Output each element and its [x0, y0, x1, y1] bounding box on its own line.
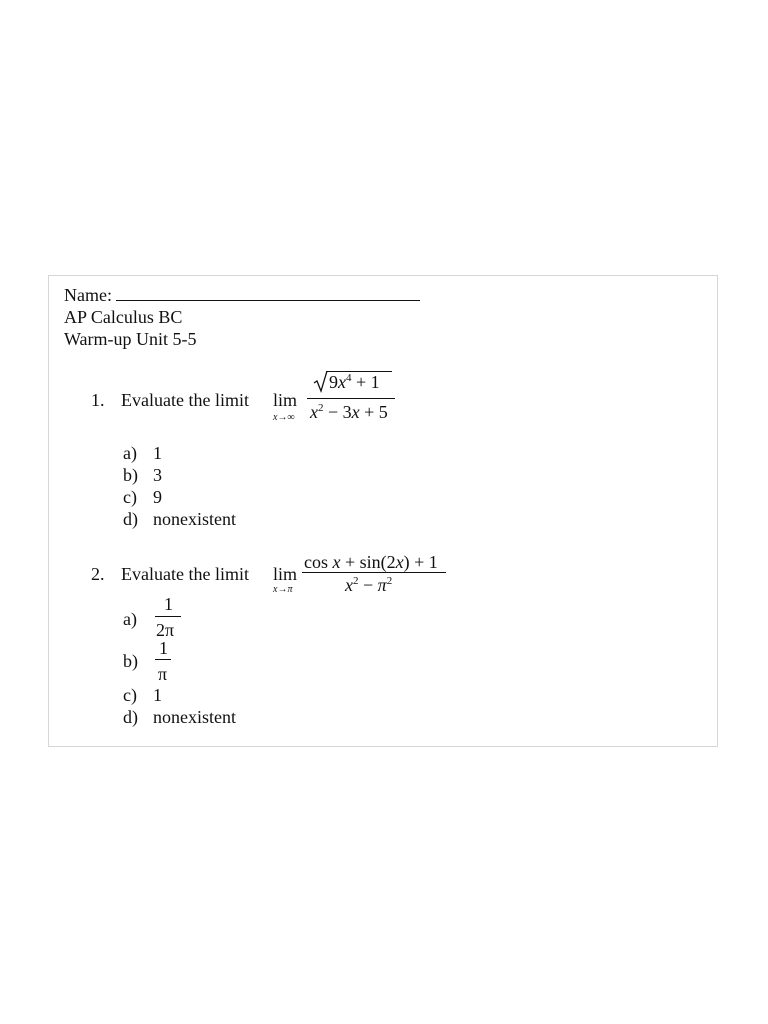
option-a-fraction-bar [155, 616, 181, 617]
question-1-limit-subscript: x→∞ [273, 412, 295, 423]
unit-title: Warm-up Unit 5-5 [64, 329, 197, 349]
question-2-option-b[interactable]: b) [123, 651, 138, 671]
question-1-prompt: Evaluate the limit [121, 390, 249, 410]
option-b-denominator: π [158, 664, 168, 684]
option-b-fraction-bar [155, 659, 171, 660]
name-blank-line[interactable] [116, 284, 420, 301]
question-2-number: 2. [91, 564, 105, 584]
question-1-numerator: $9x^4 + 1$ [329, 372, 380, 392]
option-a-denominator: 2π [156, 620, 175, 640]
question-1 [91, 390, 249, 411]
question-2 [91, 564, 249, 585]
question-2-lim: lim [273, 564, 298, 584]
square-root-icon [313, 370, 329, 394]
question-2-option-d[interactable]: d) nonexistent [123, 707, 236, 727]
question-2-limit-subscript: x→π [273, 584, 293, 595]
question-2-fraction-bar [302, 572, 446, 573]
question-1-option-a[interactable]: a) 1 [123, 443, 162, 463]
question-2-option-c[interactable]: c) 1 [123, 685, 162, 705]
question-2-prompt: Evaluate the limit [121, 564, 249, 584]
option-a-numerator: 1 [164, 594, 173, 614]
question-1-fraction-bar [307, 398, 395, 399]
worksheet [48, 275, 718, 747]
question-1-option-d[interactable]: d) nonexistent [123, 509, 236, 529]
question-1-option-c[interactable]: c) 9 [123, 487, 162, 507]
name-label: Name: [64, 285, 112, 305]
question-1-option-b[interactable]: b) 3 [123, 465, 162, 485]
question-2-denominator: $x^2 - \pi^2$ [345, 575, 393, 595]
question-1-denominator: $x^2 - 3x + 5$ [310, 402, 388, 422]
question-1-number: 1. [91, 390, 105, 410]
question-2-option-a[interactable]: a) [123, 609, 137, 629]
question-1-lim: lim [273, 390, 298, 410]
name-row [64, 284, 420, 306]
option-b-numerator: 1 [159, 638, 168, 658]
course-title: AP Calculus BC [64, 307, 183, 327]
question-2-numerator: cos x + sin(2x) + 1 [304, 552, 438, 572]
